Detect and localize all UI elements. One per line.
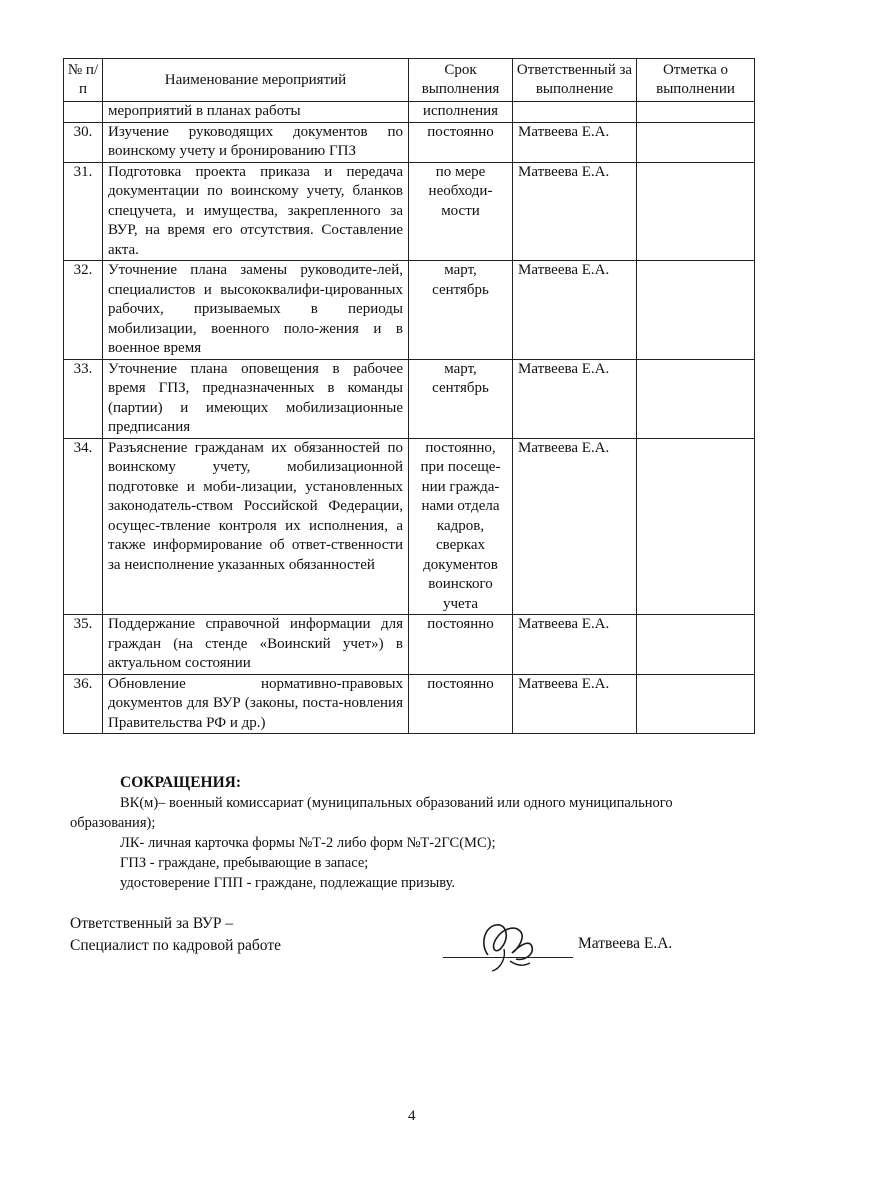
header-term: Срок выполнения: [409, 59, 513, 102]
cell-mark: [637, 102, 755, 123]
cell-mark: [637, 674, 755, 734]
page-number: 4: [408, 1108, 416, 1124]
cell-mark: [637, 359, 755, 438]
abbreviation-item: ЛК- личная карточка формы №Т-2 либо форм №Т-2ГС(МС);: [120, 835, 496, 851]
cell-mark: [637, 162, 755, 261]
cell-num: 36.: [64, 674, 103, 734]
cell-mark: [637, 122, 755, 162]
header-mark: Отметка о выполнении: [637, 59, 755, 102]
table-row: [64, 615, 755, 675]
cell-responsible: Матвеева Е.А.: [513, 615, 637, 675]
table-row: [64, 438, 755, 615]
cell-responsible: Матвеева Е.А.: [513, 674, 637, 734]
table-row: [64, 122, 755, 162]
cell-num: [64, 102, 103, 123]
abbreviation-item: ВК(м)– военный комиссариат (муниципальных образований или одного муниципального образования);: [70, 795, 673, 831]
cell-responsible: Матвеева Е.А.: [513, 438, 637, 615]
cell-term: постоянно, при посеще-нии гражда-нами отдела кадров, сверках документов воинского учета: [409, 438, 513, 615]
activities-table: [63, 58, 755, 734]
cell-responsible: Матвеева Е.А.: [513, 261, 637, 360]
cell-term: постоянно: [409, 674, 513, 734]
cell-term: постоянно: [409, 615, 513, 675]
cell-name: Изучение руководящих документов по воинскому учету и бронированию ГПЗ: [103, 122, 409, 162]
cell-term: исполнения: [409, 102, 513, 123]
cell-mark: [637, 615, 755, 675]
cell-num: 35.: [64, 615, 103, 675]
abbreviation-item: удостоверение ГПП - граждане, подлежащие призыву.: [120, 875, 456, 891]
cell-num: 32.: [64, 261, 103, 360]
cell-term: по мере необходи-мости: [409, 162, 513, 261]
cell-num: 33.: [64, 359, 103, 438]
cell-name: Разъяснение гражданам их обязанностей по воинскому учету, мобилизационной подготовке и моби-лизации, установленных законодатель-ством Российской Федерации, осущес-твление контроля их исполнения, а также информирование об ответ-ственности за неисполнение указанных обязанностей: [103, 438, 409, 615]
table-header-row: [64, 59, 755, 102]
cell-responsible: [513, 102, 637, 123]
cell-name: мероприятий в планах работы: [103, 102, 409, 123]
handwritten-signature: [470, 915, 550, 977]
cell-name: Подготовка проекта приказа и передача документации по воинскому учету, бланков спецучета, и имущества, закрепленного за ВУР, на время его отсутствия. Составление акта.: [103, 162, 409, 261]
cell-name: Поддержание справочной информации для граждан (на стенде «Воинский учет») в актуальном состоянии: [103, 615, 409, 675]
cell-mark: [637, 261, 755, 360]
cell-responsible: Матвеева Е.А.: [513, 359, 637, 438]
cell-name: Уточнение плана оповещения в рабочее время ГПЗ, предназначенных в команды (партии) и имеющих мобилизационные предписания: [103, 359, 409, 438]
cell-num: 30.: [64, 122, 103, 162]
cell-num: 31.: [64, 162, 103, 261]
table-row: [64, 261, 755, 360]
signatory-name: Матвеева Е.А.: [578, 935, 673, 952]
cell-term: постоянно: [409, 122, 513, 162]
header-responsible: Ответственный за выполнение: [513, 59, 637, 102]
table-row: [64, 162, 755, 261]
cell-name: Уточнение плана замены руководите-лей, специалистов и высококвалифи-цированных рабочих, призываемых в периоды мобилизации, военного поло-жения и в военное время: [103, 261, 409, 360]
cell-responsible: Матвеева Е.А.: [513, 162, 637, 261]
cell-term: март, сентябрь: [409, 261, 513, 360]
cell-responsible: Матвеева Е.А.: [513, 122, 637, 162]
cell-term: март, сентябрь: [409, 359, 513, 438]
header-num: № п/п: [64, 59, 103, 102]
abbreviation-item: ГПЗ - граждане, пребывающие в запасе;: [120, 855, 369, 871]
abbreviations-section: [70, 773, 750, 893]
table-row: [64, 359, 755, 438]
table-row-continuation: [64, 102, 755, 123]
cell-mark: [637, 438, 755, 615]
header-name: Наименование мероприятий: [103, 59, 409, 102]
table-row: [64, 674, 755, 734]
signatory-role-line2: Специалист по кадровой работе: [70, 937, 282, 954]
abbreviations-title: СОКРАЩЕНИЯ:: [120, 774, 241, 791]
cell-num: 34.: [64, 438, 103, 615]
signatory-role-line1: Ответственный за ВУР –: [70, 915, 234, 932]
cell-name: Обновление нормативно-правовых документов для ВУР (законы, поста-новления Правительства РФ и др.): [103, 674, 409, 734]
